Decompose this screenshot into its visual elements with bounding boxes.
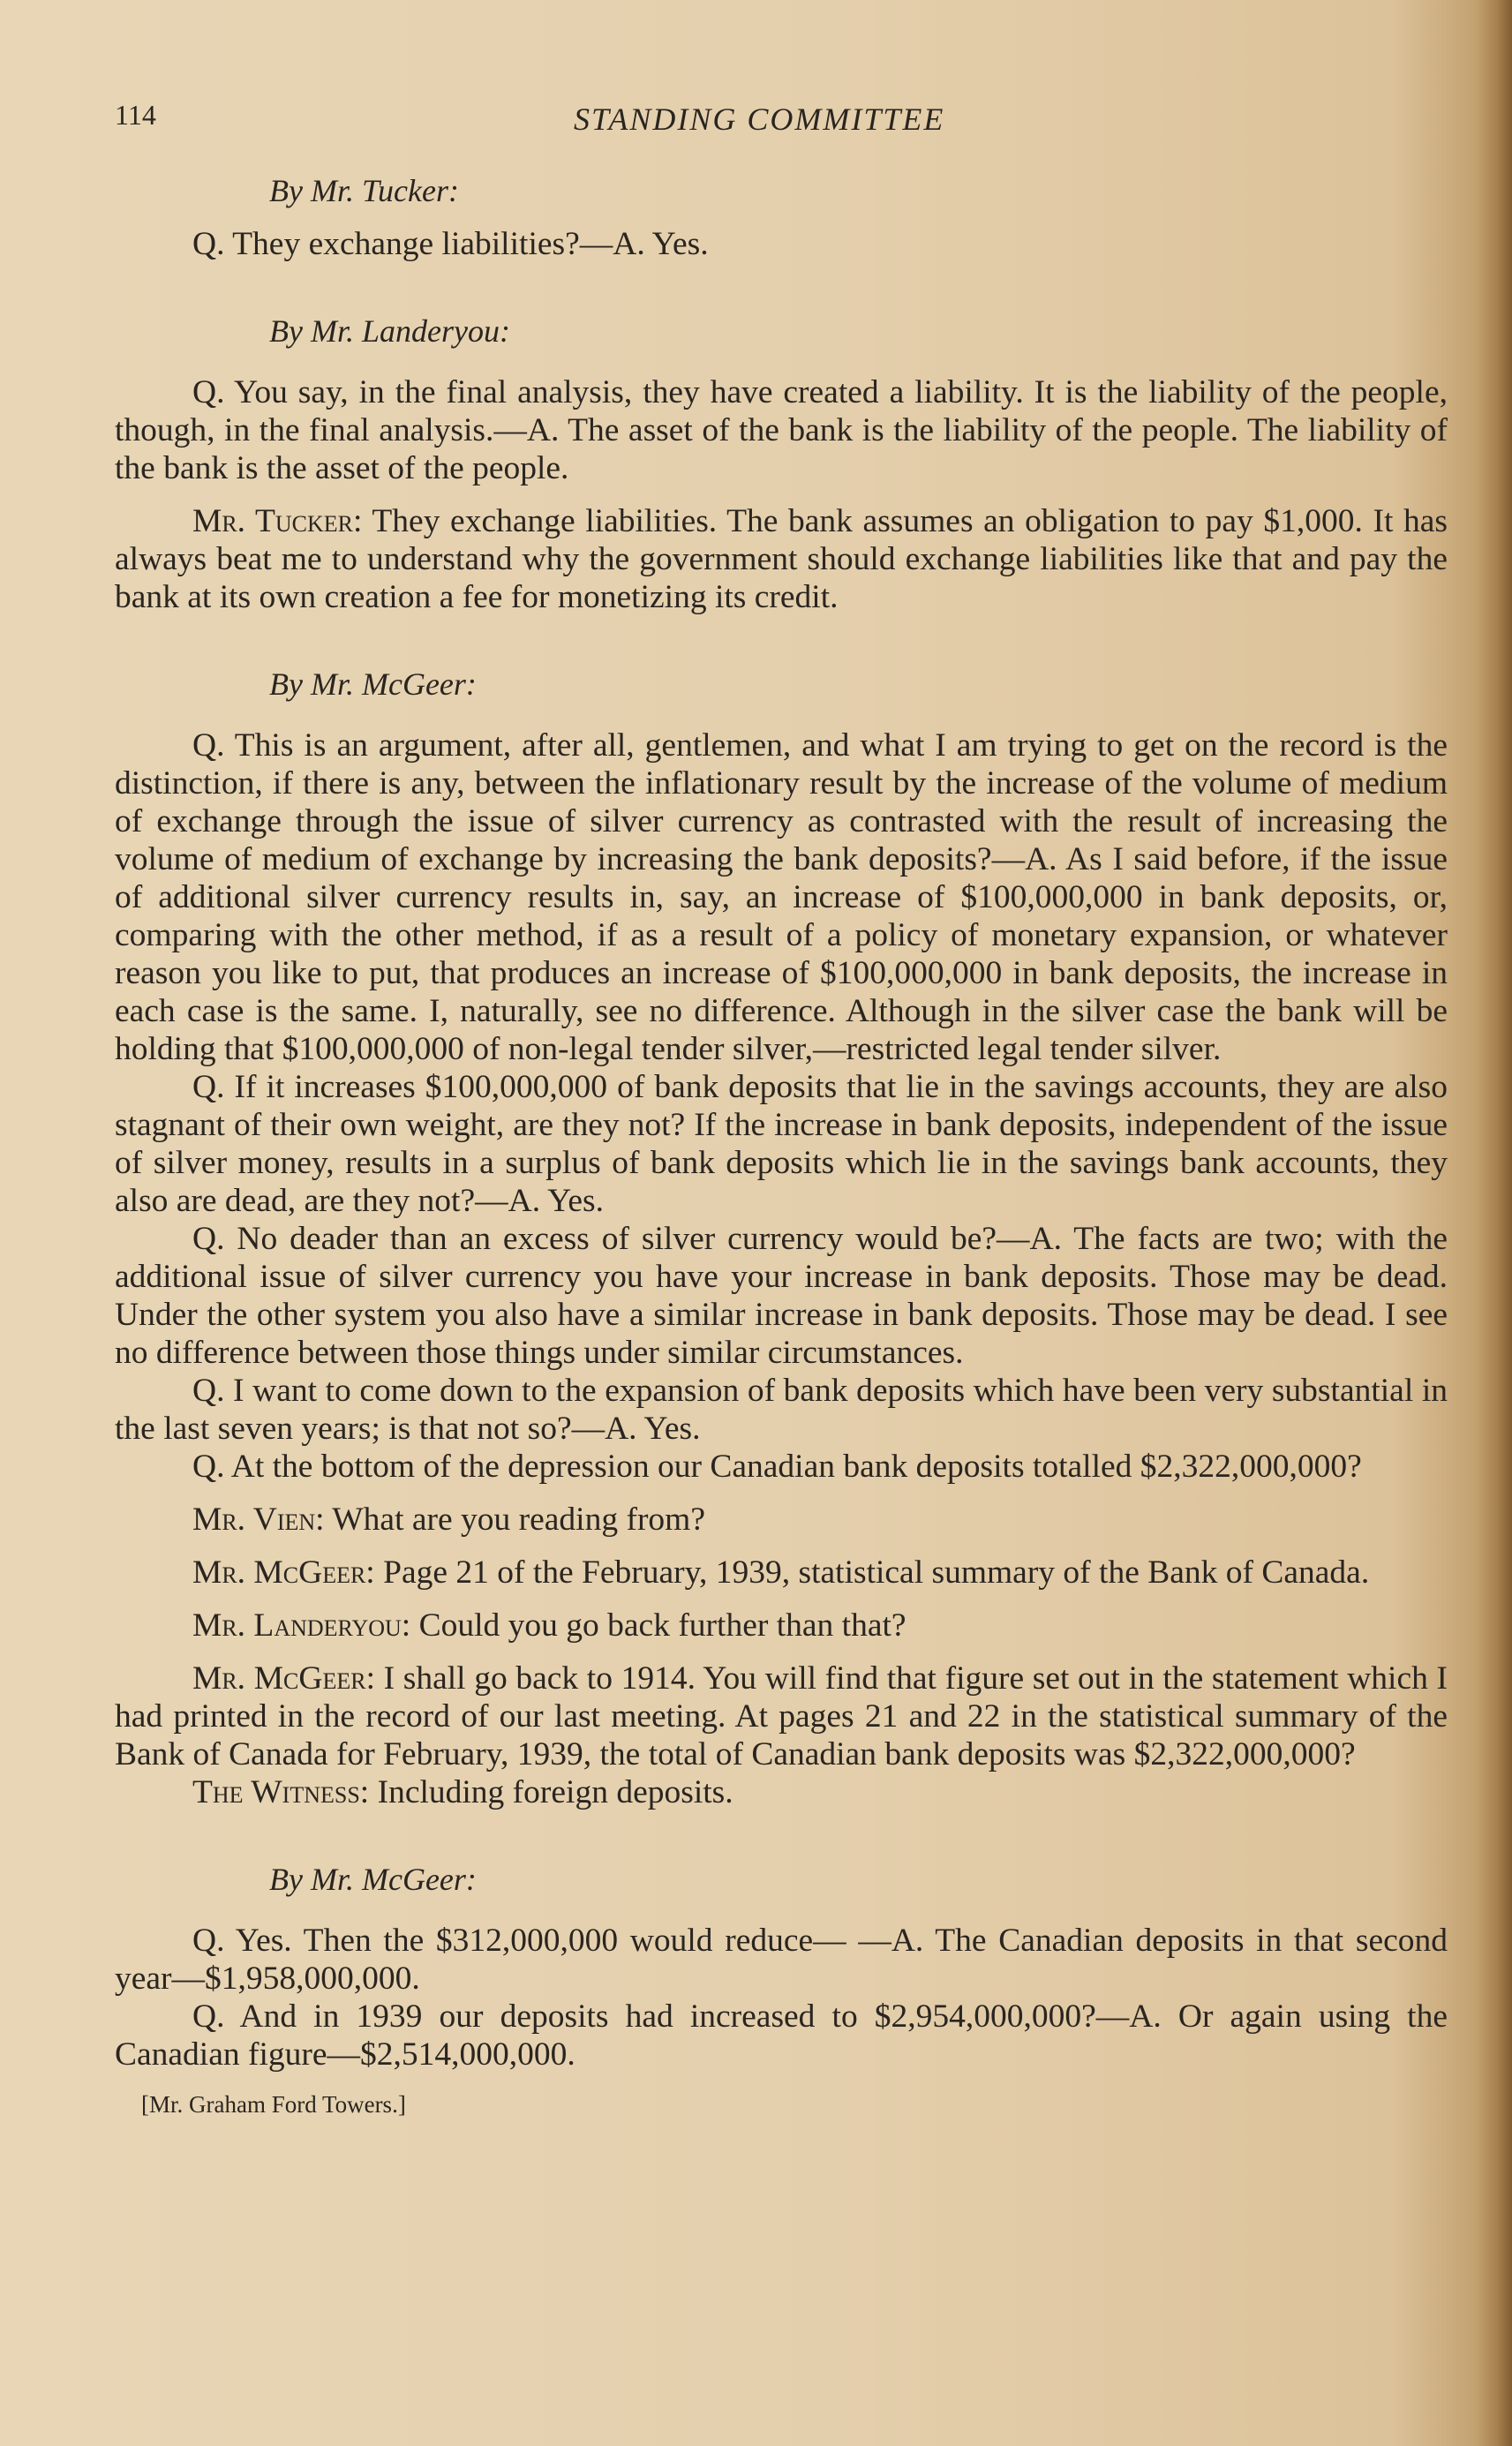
qa-paragraph: Q. No deader than an excess of silver currency would be?—A. The facts are two; with the additional issue of silver currency you have your increase in bank deposits. Those may be dead. Under the other system you also have a similar increase in bank deposits. Those may be dead. I see no difference between those things under similar circumstances. bbox=[115, 1221, 1448, 1371]
byline-mcgeer: By Mr. McGeer: bbox=[269, 666, 477, 702]
statement-paragraph bbox=[115, 1607, 1448, 1644]
statement-text: They exchange liabilities. The bank assumes an obligation to pay $1,000. It has always beat me to understand why the government should exchange liabilities like that and pay the bank at its own creation a fee for monetizing its credit. bbox=[115, 503, 1448, 615]
statement-text: What are you reading from? bbox=[332, 1501, 705, 1538]
speaker-name: Mr. McGeer: bbox=[192, 1660, 375, 1697]
statement-paragraph bbox=[115, 1501, 1448, 1539]
statement-paragraph bbox=[115, 1660, 1448, 1773]
qa-paragraph: Q. At the bottom of the depression our Canadian bank deposits totalled $2,322,000,000? bbox=[192, 1449, 1362, 1485]
speaker-name: Mr. Tucker: bbox=[192, 503, 363, 539]
speaker-name: Mr. Landeryou: bbox=[192, 1607, 411, 1644]
statement-paragraph bbox=[115, 1773, 1448, 1811]
qa-paragraph: Q. If it increases $100,000,000 of bank deposits that lie in the savings accounts, they are also stagnant of their own weight, are they not? If the increase in bank deposits, independent of the issue of silver money, results in a surplus of bank deposits which lie in the savings bank accounts, they also are dead, are they not?—A. Yes. bbox=[115, 1069, 1448, 1219]
running-head-title: STANDING COMMITTEE bbox=[574, 102, 945, 137]
qa-paragraph: Q. They exchange liabilities?—A. Yes. bbox=[192, 226, 709, 262]
statement-text: Including foreign deposits. bbox=[377, 1774, 733, 1810]
page-body bbox=[115, 172, 1448, 2120]
qa-paragraph: Q. You say, in the final analysis, they have created a liability. It is the liability of the people, though, in the final analysis.—A. The asset of the bank is the liability of the people. The liability of the bank is the asset of the people. bbox=[115, 374, 1448, 486]
statement-paragraph bbox=[115, 1554, 1448, 1592]
qa-paragraph: Q. And in 1939 our deposits had increased to $2,954,000,000?—A. Or again using the Canadian figure—$2,514,000,000. bbox=[115, 1998, 1448, 2073]
qa-paragraph: Q. I want to come down to the expansion of bank deposits which have been very substantial in the last seven years; is that not so?—A. Yes. bbox=[115, 1373, 1448, 1447]
byline-landeryou: By Mr. Landeryou: bbox=[269, 313, 510, 349]
statement-text: Could you go back further than that? bbox=[418, 1607, 906, 1644]
statement-paragraph bbox=[115, 502, 1448, 616]
byline-mcgeer: By Mr. McGeer: bbox=[269, 1862, 477, 1897]
statement-text: I shall go back to 1914. You will find that figure set out in the statement which I had printed in the record of our last meeting. At pages 21 and 22 in the statistical summary of the Bank of Canada for February, 1939, the total of Canadian bank deposits was $2,322,000,000? bbox=[115, 1660, 1448, 1772]
qa-paragraph: Q. Yes. Then the $312,000,000 would reduce— —A. The Canadian deposits in that second year—$1,958,000,000. bbox=[115, 1923, 1448, 1997]
speaker-name: Mr. McGeer: bbox=[192, 1554, 375, 1591]
speaker-name: Mr. Vien: bbox=[192, 1501, 325, 1538]
speaker-name: The Witness: bbox=[192, 1774, 370, 1810]
qa-paragraph: Q. This is an argument, after all, gentlemen, and what I am trying to get on the record is the distinction, if there is any, between the inflationary result by the increase of the volume of medium of exchange through the issue of silver currency as contrasted with the result of increasing the volume of medium of exchange by increasing the bank deposits?—A. As I said before, if the issue of additional silver currency results in, say, an increase of $100,000,000 in bank deposits, or, comparing with the other method, if as a result of a policy of monetary expansion, or whatever reason you like to put, that produces an increase of $100,000,000 in bank deposits, the increase in each case is the same. I, naturally, see no difference. Although in the silver case the bank will be holding that $100,000,000 of non-legal tender silver,—restricted legal tender silver. bbox=[115, 727, 1448, 1067]
running-head bbox=[115, 99, 1439, 143]
statement-text: Page 21 of the February, 1939, statistical summary of the Bank of Canada. bbox=[383, 1554, 1370, 1591]
page-number: 114 bbox=[115, 99, 156, 131]
page-edge-shadow bbox=[1477, 0, 1512, 2446]
witness-footnote: [Mr. Graham Ford Towers.] bbox=[141, 2091, 406, 2118]
byline-tucker: By Mr. Tucker: bbox=[269, 173, 459, 208]
